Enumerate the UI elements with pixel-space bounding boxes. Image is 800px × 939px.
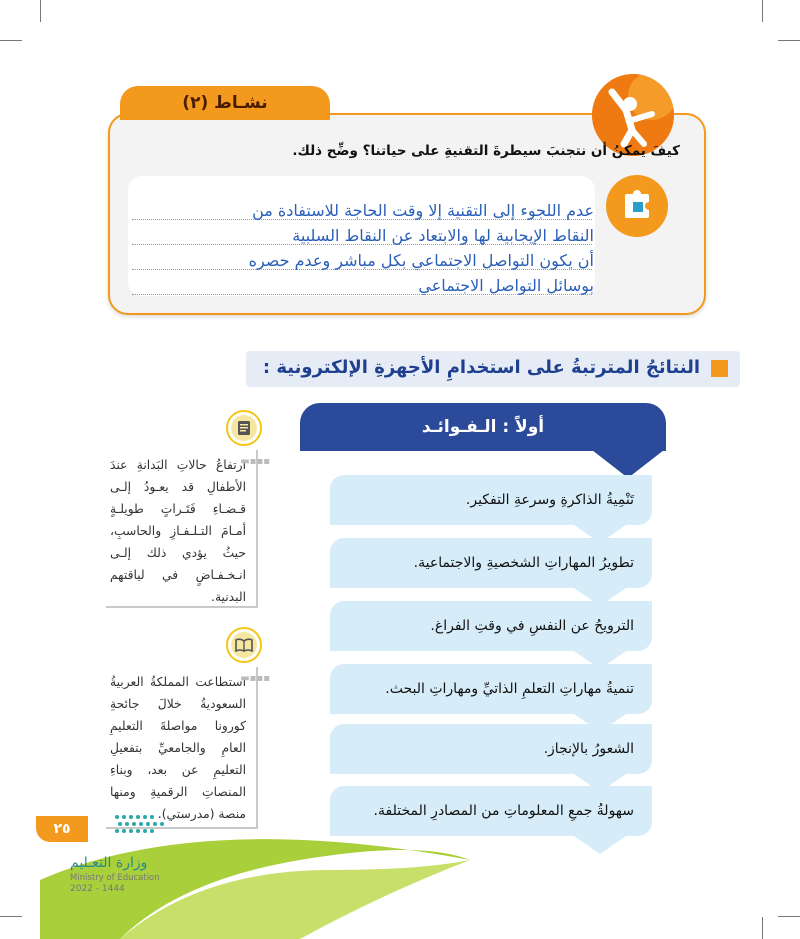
page-number-text: ٢٥: [53, 821, 71, 837]
benefit-item: [330, 538, 652, 588]
benefit-text: الشعورُ بالإنجاز.: [543, 741, 634, 757]
side-note-text: استطاعت المملكةُ العربيةُ السعوديةُ خلالَ جائحةِ كورونا مواصلةَ التعليمِ العامِ والجامعيِّ بتفعيلِ التعليمِ عن بعد، وبناءِ المنصاتِ الرقميةِ ومنها منصة (مدرستي).: [110, 675, 246, 821]
benefit-text: سهولةُ جمعِ المعلوماتِ من المصادرِ المختلفة.: [373, 803, 634, 819]
crop-mark: [0, 40, 22, 41]
benefit-item: [330, 664, 652, 714]
activity-tab-label: نشـاط (٢): [182, 93, 268, 113]
benefit-text: تطويرُ المهاراتِ الشخصيةِ والاجتماعية.: [413, 555, 634, 571]
crop-mark: [762, 0, 763, 22]
side-note-text: ارتفاعُ حالاتِ البَدانةِ عندَ الأطفالِ قد يعـودُ إلـى قـضـاءِ فَتَـراتٍ طويلـةٍ أمـامَ التـلـفـازِ والحاسبِ، حيثُ يؤدي ذلك إلـى انـخـفـاضٍ في لياقتهم البدنية.: [110, 458, 246, 604]
benefits-header-label: أولاً : الـفـوائـد: [421, 417, 545, 437]
benefit-item: [330, 475, 652, 525]
section-heading: [246, 351, 740, 387]
answer-line-3: أن يكون التواصل الاجتماعي بكل مباشر وعدم حصره: [248, 251, 594, 270]
section-bullet-square: [711, 360, 728, 377]
puzzle-icon: [606, 175, 668, 237]
benefits-header: [300, 403, 666, 451]
section-title: النتائجُ المترتبةُ على استخدامِ الأجهزةِ الإلكترونية :: [262, 357, 700, 378]
activity-question: كيفَ يمكنُ أن نتجنبَ سيطرةَ التقنيةِ على حياتنا؟ وضِّح ذلك.: [292, 143, 680, 159]
answer-line-1: عدم اللجوء إلى التقنية إلا وقت الحاجة للاستفادة من: [252, 201, 594, 220]
benefits-header-tail: [592, 450, 664, 478]
page-number: [36, 816, 88, 842]
crop-mark: [40, 0, 41, 22]
answer-line-4: بوسائل التواصل الاجتماعي: [418, 276, 594, 295]
benefit-text: تنميةُ مهاراتِ التعلمِ الذاتيِّ ومهاراتِ البحث.: [385, 681, 634, 697]
ministry-name-ar: وزارة التعـليم: [70, 855, 148, 871]
answer-line-2: النقاط الإيجابية لها والابتعاد عن النقاط السلبية: [292, 226, 594, 245]
ministry-year: 2022 - 1444: [70, 884, 125, 894]
side-note-obesity: [106, 450, 270, 608]
notepad-icon: [226, 410, 262, 446]
open-book-icon: [226, 627, 262, 663]
footer-dots-logo: [112, 812, 182, 840]
benefit-item: [330, 601, 652, 651]
crop-mark: [778, 40, 800, 41]
benefit-item: [330, 724, 652, 774]
note-marker: ▬▪▪▪: [240, 673, 270, 684]
benefit-text: تَنْمِيةُ الذاكرةِ وسرعةِ التفكير.: [465, 492, 634, 508]
benefit-text: الترويحُ عن النفسِ في وقتِ الفراغ.: [430, 618, 634, 634]
activity-tab: [120, 86, 330, 120]
note-marker: ▬▪▪▪: [240, 456, 270, 467]
ministry-name-en: Ministry of Education: [70, 873, 160, 883]
